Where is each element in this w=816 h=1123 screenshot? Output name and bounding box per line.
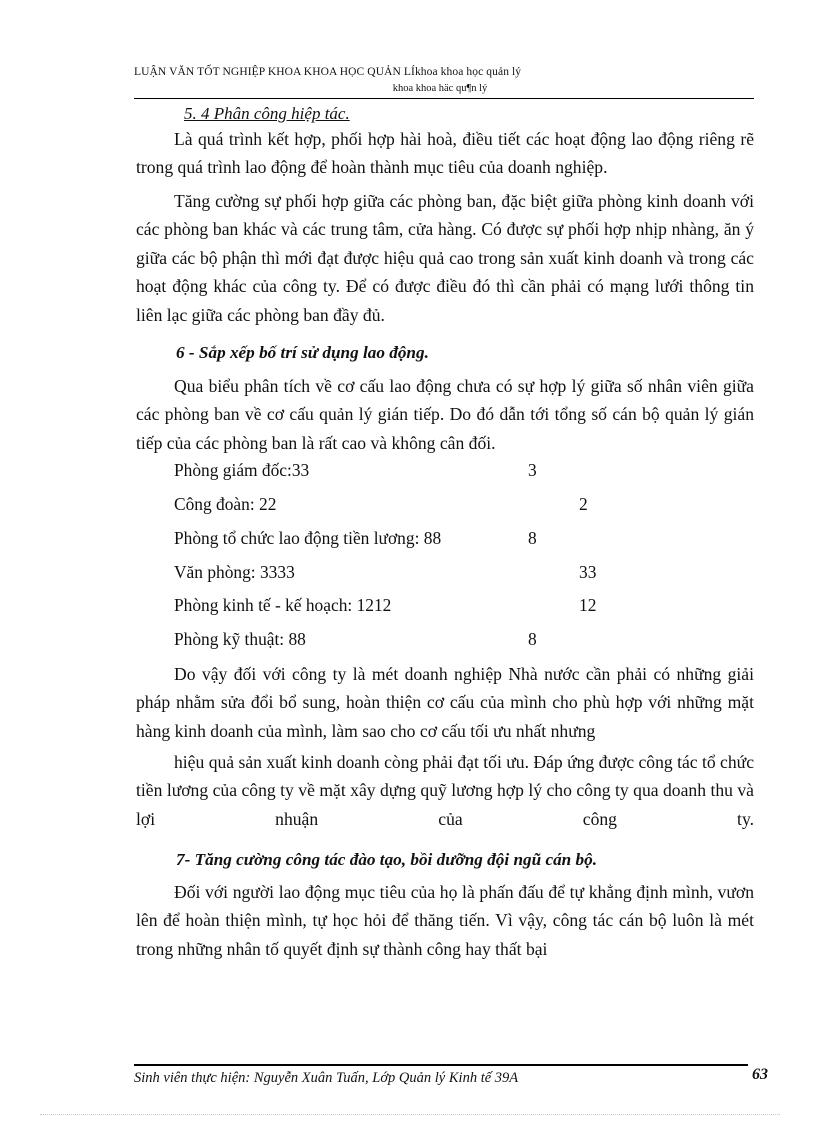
staff-row-cong-doan	[0, 494, 816, 522]
section-5-4-paragraph-2: Tăng cường sự phối hợp giữa các phòng ban, đặc biệt giữa phòng kinh doanh với các phòng ban khác và các trung tâm, cửa hàng. Có được sự phối hợp nhịp nhàng, ăn ý giữa các bộ phận thì mới đạt được hiệu quả cao trong sản xuất kinh doanh và trong các hoạt động khác của công ty. Để có được điều đó thì cần phải có mạng lưới thông tin liên lạc giữa các phòng ban đầy đủ.	[136, 191, 754, 325]
staff-row-label: Phòng giám đốc:33	[174, 460, 310, 480]
running-header-subline: khoa khoa häc qu¶n lý	[392, 83, 488, 94]
staff-row-kinh-te-ke-hoach	[0, 595, 816, 623]
staff-row-value: 12	[579, 595, 597, 615]
section-6-paragraph-2: Do vậy đối với công ty là mét doanh nghiệp Nhà nước cần phải có những giải pháp nhằm sửa đổi bổ sung, hoàn thiện cơ cấu của mình cho phù hợp với những mặt hàng kinh doanh của mình, làm sao cho cơ cấu tối ưu nhất nhưng	[136, 664, 754, 741]
staff-row-label: Văn phòng: 3333	[174, 562, 295, 582]
section-6-paragraph-1: Qua biểu phân tích về cơ cấu lao động chưa có sự hợp lý giữa số nhân viên giữa các phòng ban về cơ cấu quản lý gián tiếp. Do đó dẫn tới tổng số cán bộ quản lý gián tiếp của các phòng ban là rất cao và không cân đối.	[136, 376, 754, 453]
section-5-4-paragraph-1: Là quá trình kết hợp, phối hợp hài hoà, điều tiết các hoạt động lao động riêng rẽ trong quá trình lao động để hoàn thành mục tiêu của doanh nghiệp.	[136, 129, 754, 178]
section-7-paragraph-1: Đối với người lao động mục tiêu của họ là phấn đấu để tự khẳng định mình, vươn lên để hoàn thiện mình, tự học hỏi để thăng tiến. Vì vậy, công tác cán bộ luôn là mét trong những nhân tố quyết định sự thành công hay thất bại	[136, 882, 754, 959]
header-rule	[134, 98, 754, 99]
section-7-title: 7- Tăng cường công tác đào tạo, bồi dưỡng đội ngũ cán bộ.	[176, 850, 598, 869]
staff-row-label: Phòng kỹ thuật: 88	[174, 629, 306, 649]
staff-row-phong-giam-doc	[0, 460, 816, 488]
staff-row-van-phong	[0, 562, 816, 590]
staff-row-label: Phòng tổ chức lao động tiền lương: 88	[174, 528, 442, 548]
page-bottom-dotted-edge	[40, 1114, 780, 1115]
staff-row-label: Công đoàn: 22	[174, 494, 277, 514]
staff-row-to-chuc-lao-dong	[0, 528, 816, 556]
section-6-paragraph-3: hiệu quả sản xuất kinh doanh còng phải đạt tối ưu. Đáp ứng được công tác tổ chức tiền lương của công ty về mặt xây dựng quỹ lương hợp lý cho công ty qua doanh thu và lợi nhuận của công ty.	[136, 752, 755, 829]
staff-row-value: 8	[528, 629, 537, 649]
section-5-4-title: 5. 4 Phân công hiệp tác.	[184, 104, 350, 123]
staff-row-value: 2	[579, 494, 588, 514]
page-number: 63	[752, 1066, 768, 1083]
staff-row-ky-thuat	[0, 629, 816, 657]
running-header: LUẬN VĂN TỐT NGHIỆP KHOA KHOA HỌC QUẢN LÍkhoa khoa học quản lý	[134, 66, 522, 78]
footer-author-line: Sinh viên thực hiện: Nguyễn Xuân Tuấn, Lớp Quản lý Kinh tế 39A	[134, 1070, 519, 1086]
staff-row-label: Phòng kinh tế - kế hoạch: 1212	[174, 595, 392, 615]
staff-row-value: 3	[528, 460, 537, 480]
staff-row-value: 8	[528, 528, 537, 548]
footer-rule	[134, 1064, 748, 1066]
section-6-title: 6 - Sắp xếp bố trí sử dụng lao động.	[176, 343, 429, 362]
staff-row-value: 33	[579, 562, 597, 582]
